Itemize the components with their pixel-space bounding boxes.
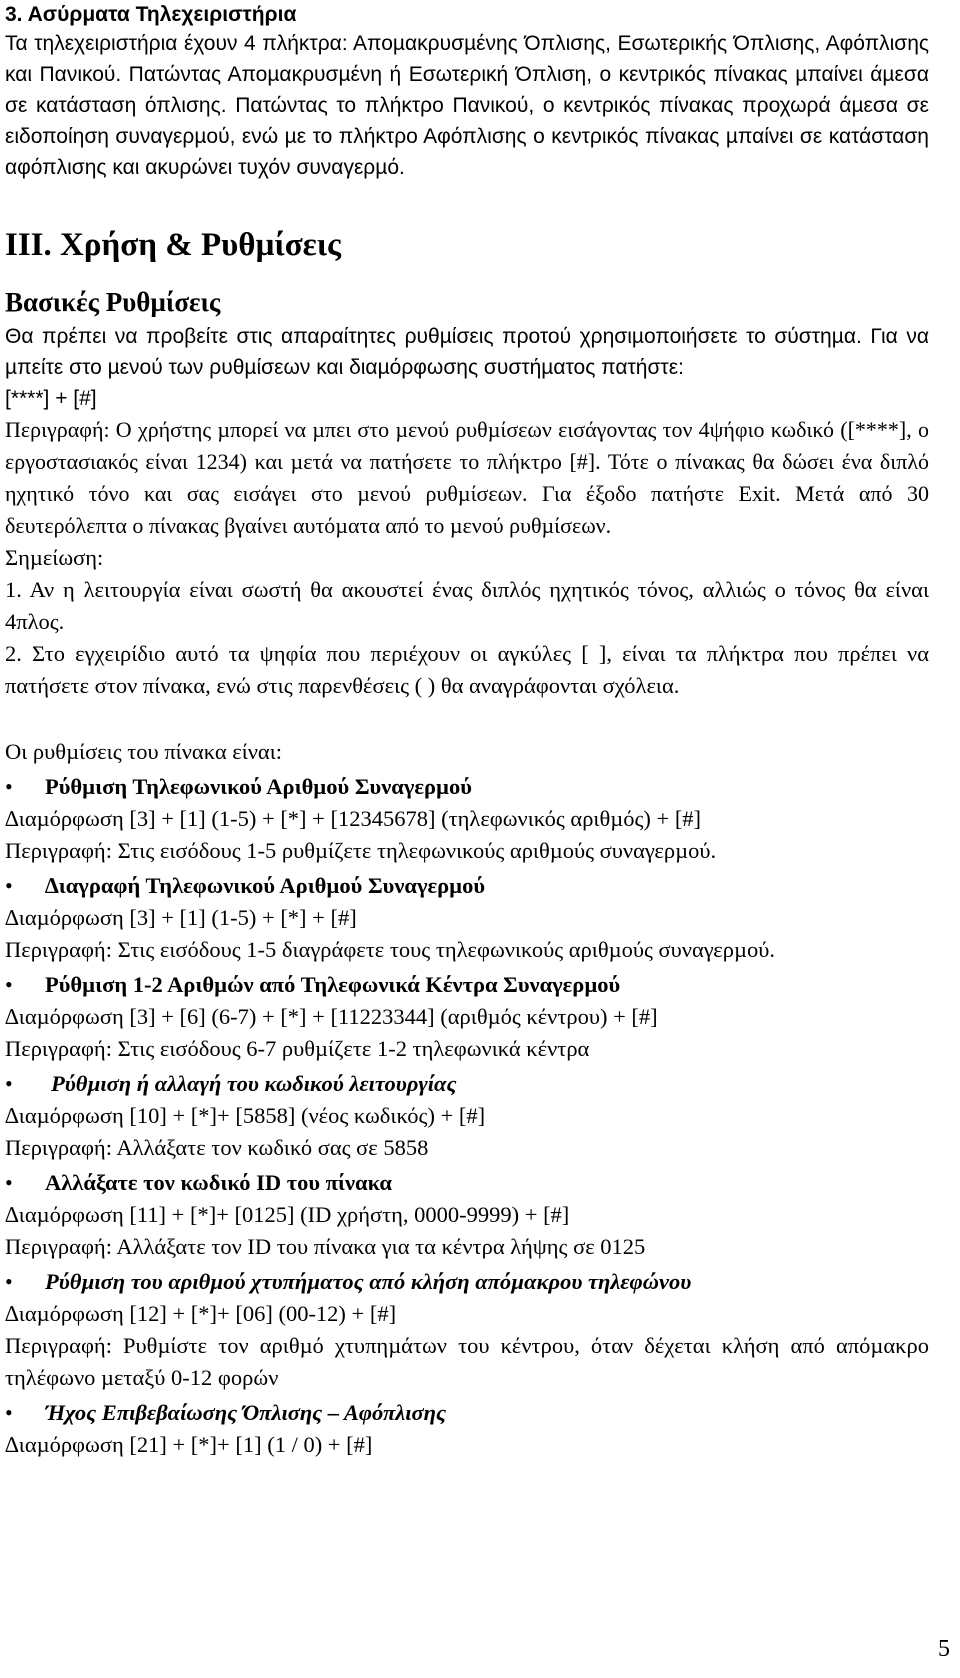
setting-config: ∆ιαµόρφωση [10] + [*]+ [5858] (νέος κωδικός) + [#] xyxy=(5,1103,486,1128)
setting-item xyxy=(5,1068,929,1164)
setting-description: Περιγραφή: Στις εισόδους 1-5 ρυθµίζετε τηλεφωνικούς αριθµούς συναγερµού. xyxy=(5,838,717,863)
page-number: 5 xyxy=(938,1636,950,1662)
setting-description: Περιγραφή: Ρυθµίστε τον αριθµό χτυπηµάτων του κέντρου, όταν δέχεται κλήση από απόµακρο τηλέφωνο µεταξύ 0-12 φορών xyxy=(5,1333,929,1390)
setting-title: Ρύθµιση του αριθµού χτυπήµατος από κλήση απόµακρου τηλεφώνου xyxy=(45,1269,692,1294)
note-label: Σηµείωση: xyxy=(5,545,104,570)
setting-item xyxy=(5,969,929,1065)
setting-config: ∆ιαµόρφωση [3] + [6] (6-7) + [*] + [11223344] (αριθµός κέντρου) + [#] xyxy=(5,1004,658,1029)
setting-title: ∆ιαγραφή Τηλεφωνικού Αριθµού Συναγερµού xyxy=(45,873,486,898)
intro-description: Περιγραφή: Ο χρήστης µπορεί να µπει στο µενού ρυθµίσεων εισάγοντας τον 4ψήφιο κωδικό ([****], ο εργοστασιακός είναι 1234) και µετά να πατήσετε το πλήκτρο [#]. Τότε ο πίνακας θα δώσει ένα διπλό ηχητικό τόνο και σας εισάγει στο µενού ρυθµίσεων. Για έξοδο πατήστε Exit. Μετά από 30 δευτερόλεπτα ο πίνακας βγαίνει αυτόµατα από το µενού ρυθµίσεων. xyxy=(5,417,929,538)
setting-item xyxy=(5,870,929,966)
setting-description: Περιγραφή: Αλλάξατε τον κωδικό σας σε 5858 xyxy=(5,1135,429,1160)
settings-intro: Οι ρυθµίσεις του πίνακα είναι: xyxy=(5,739,283,764)
setting-title: Ήχος Επιβεβαίωσης Όπλισης – Αφόπλισης xyxy=(45,1400,447,1425)
enter-menu-code: [****] + [#] xyxy=(5,387,97,410)
main-heading: III. Χρήση & Ρυθµίσεις xyxy=(5,227,341,263)
setting-config: ∆ιαµόρφωση [12] + [*]+ [06] (00-12) + [#] xyxy=(5,1301,397,1326)
setting-item xyxy=(5,771,929,867)
bullet-icon: • xyxy=(5,972,13,997)
setting-description: Περιγραφή: Αλλάξατε τον ID του πίνακα για τα κέντρα λήψης σε 0125 xyxy=(5,1234,646,1259)
setting-title: Ρύθµιση Τηλεφωνικού Αριθµού Συναγερµού xyxy=(45,774,472,799)
setting-title: Ρύθµιση ή αλλαγή του κωδικού λειτουργίας xyxy=(51,1071,457,1096)
bullet-icon: • xyxy=(5,1170,13,1195)
bullet-icon: • xyxy=(5,1400,13,1425)
setting-item xyxy=(5,1167,929,1263)
note-2: 2. Στο εγχειρίδιο αυτό τα ψηφία που περιέχουν οι αγκύλες [ ], είναι τα πλήκτρα που πρέπει να πατήσετε στον πίνακα, ενώ στις παρενθέσεις ( ) θα αναγράφονται σχόλεια. xyxy=(5,641,929,698)
setting-config: ∆ιαµόρφωση [11] + [*]+ [0125] (ID χρήστη, 0000-9999) + [#] xyxy=(5,1202,570,1227)
setting-description: Περιγραφή: Στις εισόδους 6-7 ρυθµίζετε 1-2 τηλεφωνικά κέντρα xyxy=(5,1036,590,1061)
setting-config: ∆ιαµόρφωση [3] + [1] (1-5) + [*] + [#] xyxy=(5,905,357,930)
setting-item xyxy=(5,1397,929,1461)
bullet-icon: • xyxy=(5,1071,13,1096)
settings-list xyxy=(5,771,929,1461)
setting-config: ∆ιαµόρφωση [3] + [1] (1-5) + [*] + [12345678] (τηλεφωνικός αριθµός) + [#] xyxy=(5,806,702,831)
setting-title: Αλλάξατε τον κωδικό ID του πίνακα xyxy=(45,1170,392,1195)
note-1: 1. Αν η λειτουργία είναι σωστή θα ακουστεί ένας διπλός ηχητικός τόνος, αλλιώς ο τόνος θα είναι 4πλος. xyxy=(5,577,929,634)
setting-item xyxy=(5,1266,929,1394)
bullet-icon: • xyxy=(5,873,13,898)
bullet-icon: • xyxy=(5,1269,13,1294)
setting-config: ∆ιαµόρφωση [21] + [*]+ [1] (1 / 0) + [#] xyxy=(5,1432,373,1457)
bullet-icon: • xyxy=(5,774,13,799)
setting-description: Περιγραφή: Στις εισόδους 1-5 διαγράφετε τους τηλεφωνικούς αριθµούς συναγερµού. xyxy=(5,937,775,962)
document-page xyxy=(5,0,929,1461)
setting-title: Ρύθµιση 1-2 Αριθµών από Τηλεφωνικά Κέντρα Συναγερµού xyxy=(45,972,621,997)
section3-title: 3. Ασύρματα Τηλεχειριστήρια xyxy=(5,3,297,26)
intro-paragraph: Θα πρέπει να προβείτε στις απαραίτητες ρυθµίσεις προτού χρησιµοποιήσετε το σύστηµα. Για να µπείτε στο µενού των ρυθµίσεων και διαµόρφωσης συστήµατος πατήστε: xyxy=(5,325,929,379)
sub-heading: Βασικές Ρυθµίσεις xyxy=(5,287,221,317)
section3-body: Τα τηλεχειριστήρια έχουν 4 πλήκτρα: Αποµακρυσµένης Όπλισης, Εσωτερικής Όπλισης, Αφόπλισης και Πανικού. Πατώντας Αποµακρυσµένη ή Εσωτερική Όπλιση, ο κεντρικός πίνακας µπαίνει άµεσα σε κατάσταση όπλισης. Πατώντας το πλήκτρο Πανικού, ο κεντρικός πίνακας προχωρά άµεσα σε ειδοποίηση συναγερµού, ενώ µε το πλήκτρο Αφόπλισης ο κεντρικός πίνακας µπαίνει σε κατάσταση αφόπλισης και ακυρώνει τυχόν συναγερµό. xyxy=(5,32,929,179)
